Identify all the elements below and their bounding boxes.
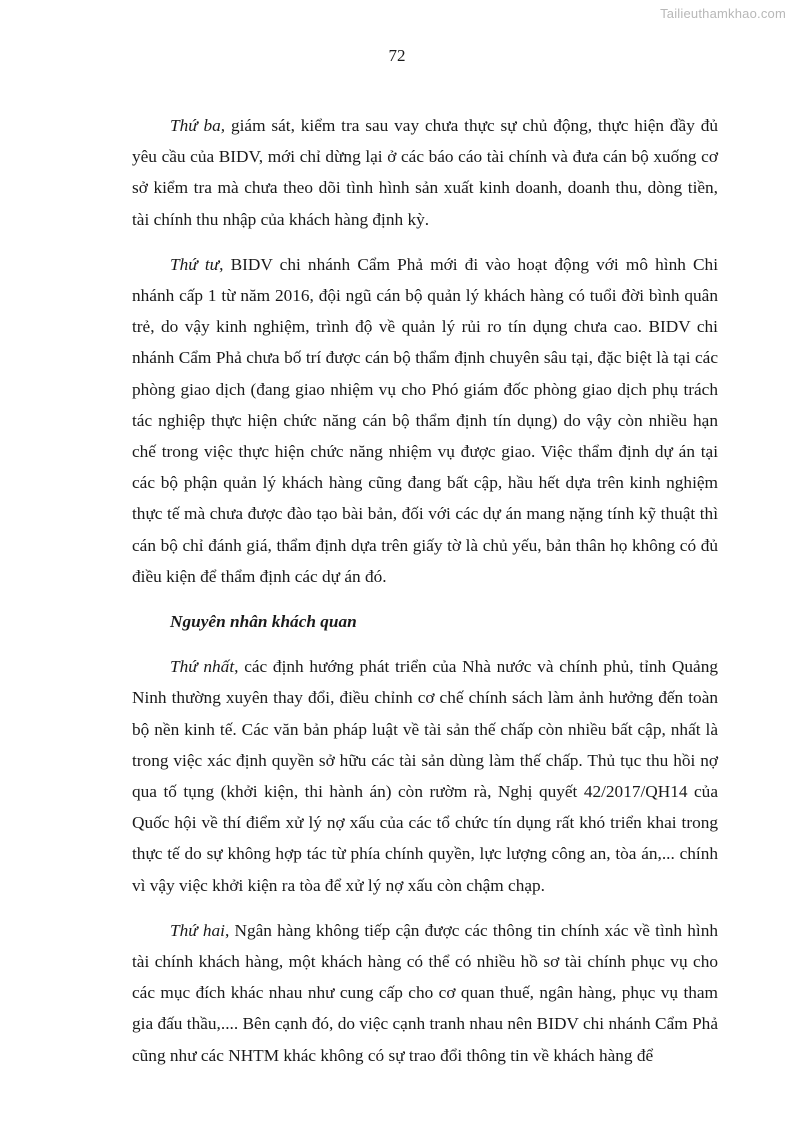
paragraph-thu-tu [132, 249, 718, 592]
paragraph-lead: Thứ hai [170, 920, 225, 940]
document-body [132, 110, 718, 1085]
paragraph-thu-ba [132, 110, 718, 235]
paragraph-thu-nhat [132, 651, 718, 901]
paragraph-lead: Thứ nhất [170, 657, 235, 677]
paragraph-text: , BIDV chi nhánh Cẩm Phả mới đi vào hoạt động với mô hình Chi nhánh cấp 1 từ năm 2016, đội ngũ cán bộ quản lý khách hàng có tuổi đời bình quân trẻ, do vậy kinh nghiệm, trình độ về quản lý rủi ro tín dụng chưa cao. BIDV chi nhánh Cẩm Phả chưa bố trí được cán bộ thẩm định chuyên sâu tại, đặc biệt là tại các phòng giao dịch (đang giao nhiệm vụ cho Phó giám đốc phòng giao dịch phụ trách tác nghiệp thực hiện chức năng cán bộ thẩm định tín dụng) do vậy còn nhiều hạn chế trong việc thực hiện chức năng nhiệm vụ được giao. Việc thẩm định dự án tại các bộ phận quản lý khách hàng cũng đang bất cập, hầu hết dựa trên kinh nghiệm thực tế mà chưa được đào tạo bài bản, đối với các dự án mang nặng tính kỹ thuật thì cán bộ chỉ đánh giá, thẩm định dựa trên giấy tờ là chủ yếu, bản thân họ không có đủ điều kiện để thẩm định các dự án đó. [132, 254, 718, 586]
watermark: Tailieuthamkhao.com [660, 6, 786, 21]
paragraph-lead: Thứ ba, [170, 116, 226, 135]
paragraph-text: giám sát, kiểm tra sau vay chưa thực sự chủ động, thực hiện đầy đủ yêu cầu của BIDV, mới chỉ dừng lại ở các báo cáo tài chính và đưa cán bộ xuống cơ sở kiểm tra mà chưa theo dõi tình hình sản xuất kinh doanh, doanh thu, dòng tiền, tài chính thu nhập của khách hàng định kỳ. [132, 116, 718, 229]
paragraph-lead: Thứ tư [170, 254, 220, 274]
section-heading: Nguyên nhân khách quan [170, 612, 357, 632]
paragraph-text: , các định hướng phát triển của Nhà nước và chính phủ, tỉnh Quảng Ninh thường xuyên thay đổi, điều chỉnh cơ chế chính sách làm ảnh hưởng đến toàn bộ nền kinh tế. Các văn bản pháp luật về tài sản thế chấp còn nhiều bất cập, nhất là trong việc xác định quyền sở hữu các tài sản dùng làm thế chấp. Thủ tục thu hồi nợ qua tố tụng (khởi kiện, thi hành án) còn rườm rà, Nghị quyết 42/2017/QH14 của Quốc hội về thí điểm xử lý nợ xấu của các tổ chức tín dụng rất khó triển khai trong thực tế do sự không hợp tác từ phía chính quyền, lực lượng công an, tòa án,... chính vì vậy việc khởi kiện ra tòa để xử lý nợ xấu còn chậm chạp. [132, 657, 718, 895]
page-number: 72 [388, 46, 406, 65]
paragraph-thu-hai [132, 915, 718, 1071]
paragraph-text: , Ngân hàng không tiếp cận được các thông tin chính xác về tình hình tài chính khách hàng, một khách hàng có thể có nhiều hồ sơ tài chính phục vụ cho các mục đích khác nhau như cung cấp cho cơ quan thuế, ngân hàng, phục vụ tham gia đấu thầu,.... Bên cạnh đó, do việc cạnh tranh nhau nên BIDV chi nhánh Cẩm Phả cũng như các NHTM khác không có sự trao đổi thông tin về khách hàng để [132, 920, 718, 1065]
